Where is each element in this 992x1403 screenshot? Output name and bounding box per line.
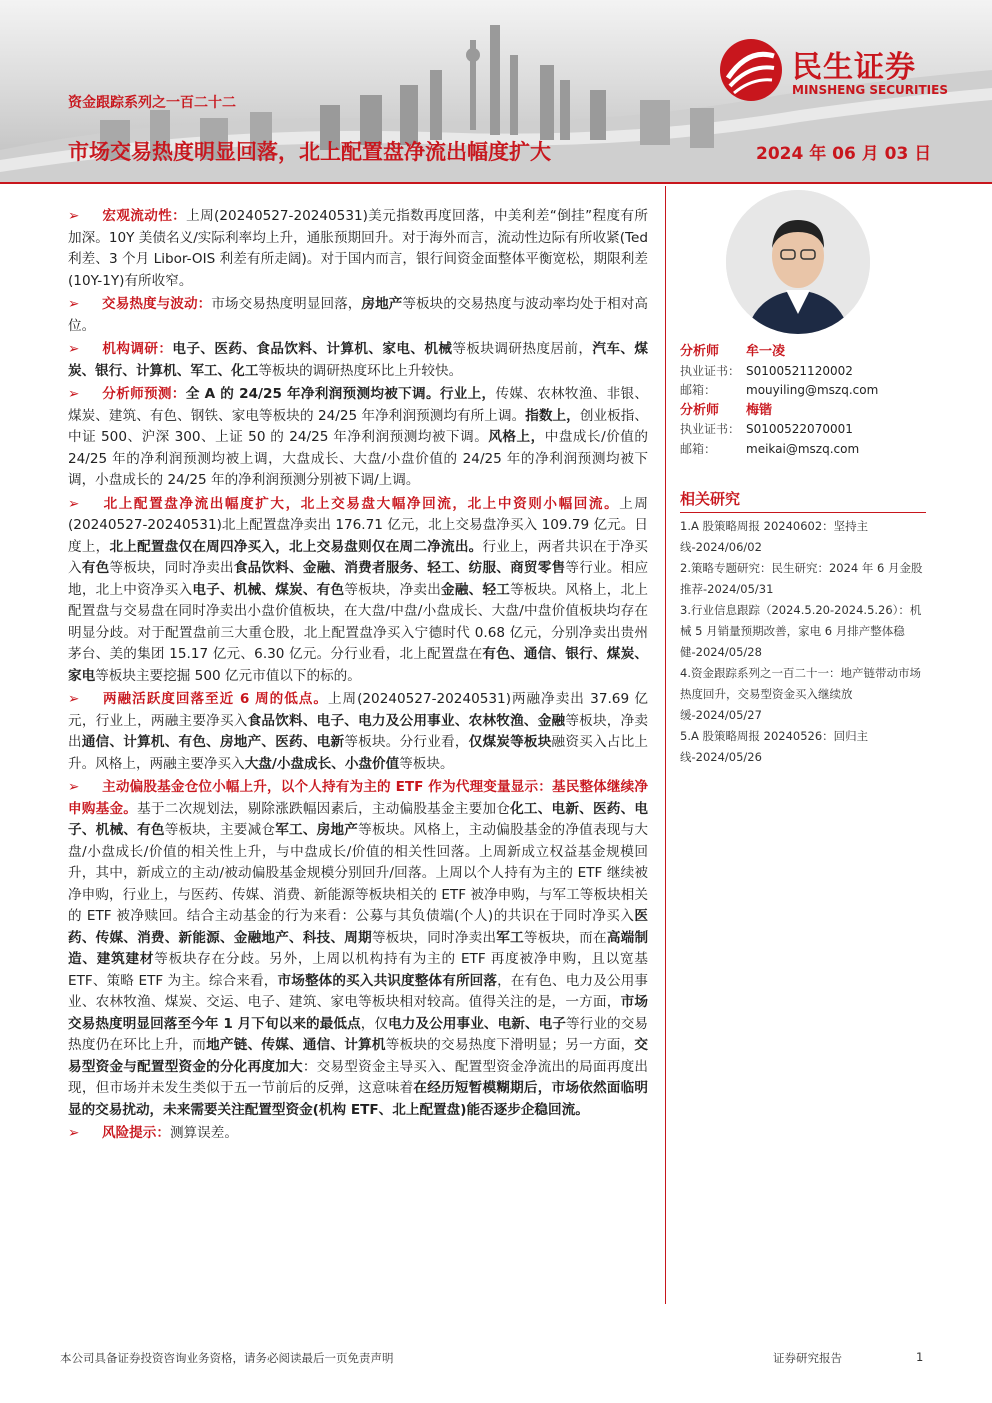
related-item[interactable]: 3.行业信息跟踪（2024.5.20-2024.5.26）：机械 5 月销量预期改善，家电 6 月排产整体稳健-2024/05/28 <box>680 603 922 659</box>
para-macro-liquidity: ➢ 宏观流动性：上周(20240527-20240531)美元指数再度回落，中美利差“倒挂”程度有所加深。10Y 美债名义/实际利率均上升，通胀预期回升。对于海外而言，流动性边际有所收紧(Ted 利差、3 个月 Libor-OIS 利差有所走阔)。对于国内而言，银行间资金面整体平衡宽松，期限利差(10Y-1Y)有所收窄。 <box>68 208 648 289</box>
footer-report-type: 证券研究报告 <box>773 1351 842 1365</box>
para-margin-trading: ➢ 两融活跃度回落至近 6 周的低点。上周(20240527-20240531)两融净卖出 37.69 亿元，行业上，两融主要净买入食品饮料、电子、电力及公用事业、农林牧渔、金融等板块，净卖出通信、计算机、有色、房地产、医药、电新等板块。分行业看，仅煤炭等板块融资买入占比上升。风格上，两融主要净买入大盘/小盘成长、小盘价值等板块。 <box>68 691 649 772</box>
column-divider <box>665 186 666 1304</box>
bullet-arrow-icon: ➢ <box>68 341 80 357</box>
bullet-arrow-icon: ➢ <box>68 208 80 224</box>
analyst-name: 牟一凌 <box>746 344 786 359</box>
para-analyst-forecast: ➢ 分析师预测：全 A 的 24/25 年净利润预测均被下调。行业上，传媒、农林牧渔、非银、煤炭、建筑、有色、钢铁、家电等板块的 24/25 年净利润预测均有所上调。指数上，创业板指、中证 500、沪深 300、上证 50 的 24/25 年净利润预测均被下调。风格上，中盘成长/价值的 24/25 年的净利润预测均被上调，大盘成长、大盘/小盘价值的 24/25 年的净利润预测均被下调，小盘成长的 24/25 年的净利润预测分别被下调/上调。 <box>68 386 649 488</box>
bullet-arrow-icon: ➢ <box>68 296 80 312</box>
para-active-funds: ➢ 主动偏股基金仓位小幅上升，以个人持有为主的 ETF 作为代理变量显示：基民整体继续净申购基金。基于二次规划法，剔除涨跌幅因素后，主动偏股基金主要加仓化工、电新、医药、电子、机械、有色等板块，主要减仓军工、房地产等板块。风格上，主动偏股基金的净值表现与大盘/小盘成长/价值的相关性上升，与中盘成长/价值的相关性回落。上周新成立权益基金规模回升，其中，新成立的主动/被动偏股基金规模分别回升/回落。上周以个人持有为主的 ETF 继续被净申购，行业上，与医药、传媒、消费、新能源等板块相关的 ETF 被净申购，与军工等板块相关的 ETF 被净赎回。结合主动基金的行为来看：公募与其负债端(个人)的共识在于同时净买入医药、传媒、消费、新能源、金融地产、科技、周期等板块，同时净卖出军工等板块，而在高端制造、建筑建材等板块存在分歧。另外，上周以机构持有为主的 ETF 再度被净申购，且以宽基 ETF、策略 ETF 为主。综合来看，市场整体的买入共识度整体有所回落，在有色、电力及公用事业、农林牧渔、煤炭、交运、电子、建筑、家电等板块相对较高。值得关注的是，一方面，市场交易热度明显回落至今年 1 月下旬以来的最低点，仅电力及公用事业、电新、电子等行业的交易热度仍在环比上升，而地产链、传媒、通信、计算机等板块的交易热度下滑明显；另一方面，交易型资金与配置型资金的分化再度加大：交易型资金主导买入、配置型资金净流出的局面再度出现，但市场并未发生类似于五一节前后的反弹，这意味着在经历短暂模糊期后，市场依然面临明显的交易扰动，未来需要关注配置型资金(机构 ETF、北上配置盘)能否逐步企稳回流。 <box>68 779 649 1118</box>
footer-disclaimer: 本公司具备证券投资咨询业务资格，请务必阅读最后一页免责声明 <box>60 1351 394 1365</box>
bullet-arrow-icon: ➢ <box>68 1125 80 1141</box>
logo-english-name: MINSHENG SECURITIES <box>792 83 948 97</box>
page-number: 1 <box>916 1350 924 1364</box>
related-item[interactable]: 2.策略专题研究：民生研究：2024 年 6 月金股推荐-2024/05/31 <box>680 561 923 596</box>
analyst-portrait-icon <box>726 190 870 334</box>
logo-emblem-icon <box>718 38 784 102</box>
bullet-arrow-icon: ➢ <box>68 495 80 512</box>
related-research-list <box>680 516 926 768</box>
header-divider <box>0 182 992 184</box>
analyst-photo <box>726 190 870 334</box>
para-institution-research: ➢ 机构调研：电子、医药、食品饮料、计算机、家电、机械等板块调研热度居前，汽车、煤炭、银行、计算机、军工、化工等板块的调研热度环比上升较快。 <box>68 341 648 379</box>
report-headline: 市场交易热度明显回落，北上配置盘净流出幅度扩大 <box>68 140 551 164</box>
analyst-name: 梅锴 <box>746 402 773 418</box>
related-divider <box>680 512 926 513</box>
company-logo <box>718 38 968 102</box>
analyst-cert: S0100522070001 <box>746 422 853 437</box>
analyst-info: 分析师 牟一凌 执业证书： S0100521120002 邮箱： mouyiling@mszq.com 分析师 梅锴 执业证书： S0100522070001 邮箱： meikai@mszq.com <box>680 342 926 460</box>
related-item[interactable]: 1.A 股策略周报 20240602：坚持主线-2024/06/02 <box>680 519 869 554</box>
bullet-arrow-icon: ➢ <box>68 691 80 707</box>
para-trading-heat: ➢ 交易热度与波动：市场交易热度明显回落，房地产等板块的交易热度与波动率均处于相对高位。 <box>68 296 649 334</box>
analyst-email[interactable]: mouyiling@mszq.com <box>746 383 879 398</box>
para-risk-warning: ➢ 风险提示：测算误差。 <box>68 1123 648 1145</box>
related-item[interactable]: 4.资金跟踪系列之一百二十一：地产链带动市场热度回升，交易型资金买入继续放缓-2024/05/27 <box>680 666 921 722</box>
analyst-cert: S0100521120002 <box>746 363 853 378</box>
bullet-arrow-icon: ➢ <box>68 386 80 402</box>
related-item[interactable]: 5.A 股策略周报 20240526：回归主线-2024/05/26 <box>680 729 869 764</box>
logo-chinese-name: 民生证券 <box>792 50 916 85</box>
related-research-title: 相关研究 <box>680 490 741 508</box>
analyst-email[interactable]: meikai@mszq.com <box>746 441 860 456</box>
bullet-arrow-icon: ➢ <box>68 779 80 795</box>
series-label: 资金跟踪系列之一百二十二 <box>68 95 236 111</box>
report-date: 2024 年 06 月 03 日 <box>756 144 932 164</box>
para-northbound: ➢ 北上配置盘净流出幅度扩大，北上交易盘大幅净回流，北上中资则小幅回流。上周(20240527-20240531)北上配置盘净卖出 176.71 亿元，北上交易盘净买入 109.79 亿元。日度上，北上配置盘仅在周四净买入，北上交易盘则仅在周二净流出。行业上，两者共识在于净买入有色等板块，同时净卖出食品饮料、金融、消费者服务、轻工、纺服、商贸零售等行业。相应地，北上中资净买入电子、机械、煤炭、有色等板块，净卖出金融、轻工等板块。风格上，北上配置盘与交易盘在同时净卖出小盘价值板块，在大盘/中盘/小盘成长、大盘/中盘价值板块均存在明显分歧。对于配置盘前三大重仓股，北上配置盘净买入宁德时代 0.68 亿元，分别净卖出贵州茅台、美的集团 15.17 亿元、6.30 亿元。分行业看，北上配置盘在有色、通信、银行、煤炭、家电等板块主要挖掘 500 亿元市值以下的标的。 <box>68 495 649 684</box>
summary-body <box>68 206 648 1147</box>
